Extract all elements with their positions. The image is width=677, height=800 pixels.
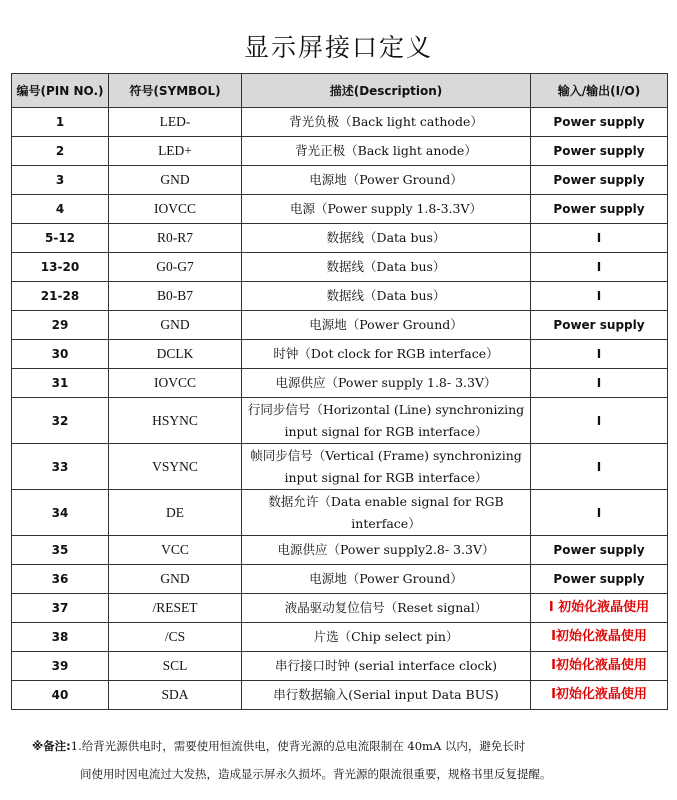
pin-cell: 30 xyxy=(12,340,109,369)
description-cell: 串行接口时钟 (serial interface clock) xyxy=(242,652,531,681)
symbol-cell: IOVCC xyxy=(109,369,242,398)
symbol-cell: VCC xyxy=(109,536,242,565)
table-row xyxy=(12,108,668,137)
description-cell: 数据线（Data bus） xyxy=(242,282,531,311)
description-cell: 行同步信号（Horizontal (Line) synchronizing input signal for RGB interface） xyxy=(242,398,531,444)
table-row xyxy=(12,224,668,253)
header-pin: 编号(PIN NO.) xyxy=(12,74,109,108)
io-cell: I初始化液晶使用 xyxy=(531,623,668,652)
symbol-cell: LED+ xyxy=(109,137,242,166)
table-row xyxy=(12,565,668,594)
io-cell: Power supply xyxy=(531,536,668,565)
symbol-cell: HSYNC xyxy=(109,398,242,444)
io-cell: I 初始化液晶使用 xyxy=(531,594,668,623)
table-row xyxy=(12,166,668,195)
description-cell: 数据线（Data bus） xyxy=(242,253,531,282)
symbol-cell: B0-B7 xyxy=(109,282,242,311)
symbol-cell: DE xyxy=(109,490,242,536)
io-cell: I xyxy=(531,224,668,253)
symbol-cell: GND xyxy=(109,311,242,340)
table-header-row xyxy=(12,74,668,108)
table-row xyxy=(12,253,668,282)
note-line-2: 间使用时因电流过大发热，造成显示屏永久损坏。背光源的限流很重要，规格书里反复提醒。 xyxy=(80,767,552,781)
symbol-cell: GND xyxy=(109,565,242,594)
symbol-cell: SCL xyxy=(109,652,242,681)
table-row xyxy=(12,444,668,490)
pin-definition-table xyxy=(11,73,668,710)
table-row xyxy=(12,623,668,652)
io-cell: I xyxy=(531,340,668,369)
table-row xyxy=(12,681,668,710)
table-row xyxy=(12,340,668,369)
io-cell: I xyxy=(531,369,668,398)
io-cell: I xyxy=(531,444,668,490)
table-row xyxy=(12,311,668,340)
table-row xyxy=(12,398,668,444)
description-cell: 数据线（Data bus） xyxy=(242,224,531,253)
io-cell: I初始化液晶使用 xyxy=(531,681,668,710)
table-row xyxy=(12,137,668,166)
io-cell: I xyxy=(531,398,668,444)
pin-cell: 13-20 xyxy=(12,253,109,282)
symbol-cell: /RESET xyxy=(109,594,242,623)
io-cell: I xyxy=(531,282,668,311)
table-row xyxy=(12,490,668,536)
table-row xyxy=(12,536,668,565)
pin-cell: 29 xyxy=(12,311,109,340)
pin-cell: 4 xyxy=(12,195,109,224)
symbol-cell: /CS xyxy=(109,623,242,652)
table-row xyxy=(12,282,668,311)
pin-cell: 40 xyxy=(12,681,109,710)
pin-cell: 33 xyxy=(12,444,109,490)
symbol-cell: IOVCC xyxy=(109,195,242,224)
io-cell: Power supply xyxy=(531,108,668,137)
pin-cell: 38 xyxy=(12,623,109,652)
header-description: 描述(Description) xyxy=(242,74,531,108)
io-cell: I初始化液晶使用 xyxy=(531,652,668,681)
table-row xyxy=(12,195,668,224)
io-cell: Power supply xyxy=(531,195,668,224)
description-cell: 背光正极（Back light anode） xyxy=(242,137,531,166)
pin-cell: 5-12 xyxy=(12,224,109,253)
pin-cell: 36 xyxy=(12,565,109,594)
header-symbol: 符号(SYMBOL) xyxy=(109,74,242,108)
symbol-cell: G0-G7 xyxy=(109,253,242,282)
description-cell: 时钟（Dot clock for RGB interface） xyxy=(242,340,531,369)
description-cell: 电源供应（Power supply 1.8- 3.3V） xyxy=(242,369,531,398)
table-row xyxy=(12,369,668,398)
io-cell: Power supply xyxy=(531,311,668,340)
table-row xyxy=(12,594,668,623)
description-cell: 电源供应（Power supply2.8- 3.3V） xyxy=(242,536,531,565)
description-cell: 背光负极（Back light cathode） xyxy=(242,108,531,137)
symbol-cell: R0-R7 xyxy=(109,224,242,253)
description-cell: 数据允许（Data enable signal for RGB interface） xyxy=(242,490,531,536)
note-label: ※备注: xyxy=(32,739,71,753)
description-cell: 串行数据输入(Serial input Data BUS) xyxy=(242,681,531,710)
page-title: 显示屏接口定义 xyxy=(243,33,433,62)
pin-cell: 1 xyxy=(12,108,109,137)
io-cell: Power supply xyxy=(531,565,668,594)
description-cell: 电源地（Power Ground） xyxy=(242,565,531,594)
pin-cell: 2 xyxy=(12,137,109,166)
io-cell: I xyxy=(531,253,668,282)
io-cell: Power supply xyxy=(531,166,668,195)
description-cell: 电源（Power supply 1.8-3.3V） xyxy=(242,195,531,224)
symbol-cell: GND xyxy=(109,166,242,195)
description-cell: 电源地（Power Ground） xyxy=(242,166,531,195)
note-text-1: 1.给背光源供电时，需要使用恒流供电，使背光源的总电流限制在 40mA 以内，避免长时 xyxy=(70,739,526,753)
description-cell: 帧同步信号（Vertical (Frame) synchronizing input signal for RGB interface） xyxy=(242,444,531,490)
pin-cell: 32 xyxy=(12,398,109,444)
pin-cell: 35 xyxy=(12,536,109,565)
note-line-1 xyxy=(32,738,525,754)
pin-cell: 34 xyxy=(12,490,109,536)
symbol-cell: LED- xyxy=(109,108,242,137)
pin-cell: 39 xyxy=(12,652,109,681)
description-cell: 液晶驱动复位信号（Reset signal） xyxy=(242,594,531,623)
pin-cell: 21-28 xyxy=(12,282,109,311)
pin-cell: 3 xyxy=(12,166,109,195)
symbol-cell: DCLK xyxy=(109,340,242,369)
table-row xyxy=(12,652,668,681)
pin-cell: 31 xyxy=(12,369,109,398)
pin-cell: 37 xyxy=(12,594,109,623)
description-cell: 电源地（Power Ground） xyxy=(242,311,531,340)
io-cell: Power supply xyxy=(531,137,668,166)
description-cell: 片选（Chip select pin） xyxy=(242,623,531,652)
io-cell: I xyxy=(531,490,668,536)
symbol-cell: VSYNC xyxy=(109,444,242,490)
header-io: 输入/输出(I/O) xyxy=(531,74,668,108)
symbol-cell: SDA xyxy=(109,681,242,710)
